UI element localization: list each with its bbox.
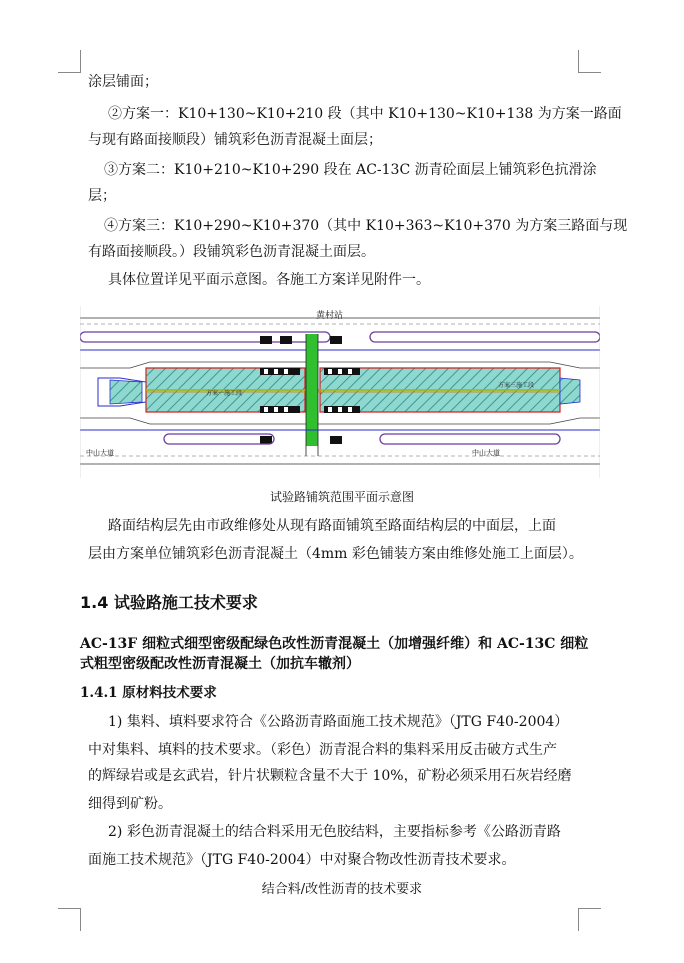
road-label-left: 中山大道 [86,449,114,457]
paragraph-line: 与现有路面接顺段）铺筑彩色沥青混凝土面层； [88,132,382,148]
paragraph-line: 中对集料、填料的技术要求。（彩色）沥青混合料的集料采用反击破方式生产 [88,742,557,758]
crop-mark-bottom-right [578,908,601,931]
subsection-title-line: 式粗型密级配改性沥青混凝土（加抗车辙剂） [80,656,360,672]
crop-mark-top-left [58,50,81,73]
paragraph-line: ②方案一：K10+130~K10+210 段（其中 K10+130~K10+138 为方案一路面 [108,106,622,122]
crop-mark-bottom-left [58,908,81,931]
paragraph-line: 的辉绿岩或是玄武岩，针片状颗粒含量不大于 10%，矿粉必须采用石灰岩经磨 [88,768,572,784]
paragraph-line: ④方案三：K10+290~K10+370（其中 K10+363~K10+370 为方案三路面与现 [104,218,628,234]
road-label-right: 中山大道 [472,449,500,457]
subsubsection-heading: 1.4.1 原材料技术要求 [80,685,217,701]
paragraph-line: 1) 集料、填料要求符合《公路沥青路面施工技术规范》（JTG F40-2004） [108,714,569,730]
section-heading: 1.4 试验路施工技术要求 [80,593,258,612]
paragraph-line: 有路面接顺段。）段铺筑彩色沥青混凝土面层。 [88,244,375,260]
paragraph-line: ③方案二：K10+210~K10+290 段在 AC-13C 沥青砼面层上铺筑彩色抗滑涂 [104,162,597,178]
paragraph-line: 2) 彩色沥青混凝土的结合料采用无色胶结料，主要指标参考《公路沥青路 [108,824,561,840]
paragraph-line: 路面结构层先由市政维修处从现有路面铺筑至路面结构层的中面层，上面 [108,518,556,534]
station-label: 黄村站 [316,311,344,321]
site-plan-drawing [80,306,600,478]
zone-label-plan-three: 方案三施工段 [498,382,535,389]
crop-mark-top-right [578,50,601,73]
paragraph-line: 具体位置详见平面示意图。各施工方案详见附件一。 [108,272,430,288]
subsection-title-line: AC-13F 细粒式细型密级配绿色改性沥青混凝土（加增强纤维）和 AC-13C 细粒 [80,636,589,652]
zone-label-plan-one: 方案一施工段 [206,390,243,397]
paragraph-line: 涂层铺面； [88,74,158,90]
paragraph-line: 层； [88,188,116,204]
paragraph-line: 细得到矿粉。 [88,796,172,812]
figure-caption: 试验路铺筑范围平面示意图 [269,490,414,504]
paragraph-line: 层由方案单位铺筑彩色沥青混凝土（4mm 彩色铺装方案由维修处施工上面层）。 [88,546,583,562]
table-caption: 结合料/改性沥青的技术要求 [261,882,423,897]
paragraph-line: 面施工技术规范》（JTG F40-2004）中对聚合物改性沥青技术要求。 [88,852,516,868]
site-plan-figure [80,306,600,478]
